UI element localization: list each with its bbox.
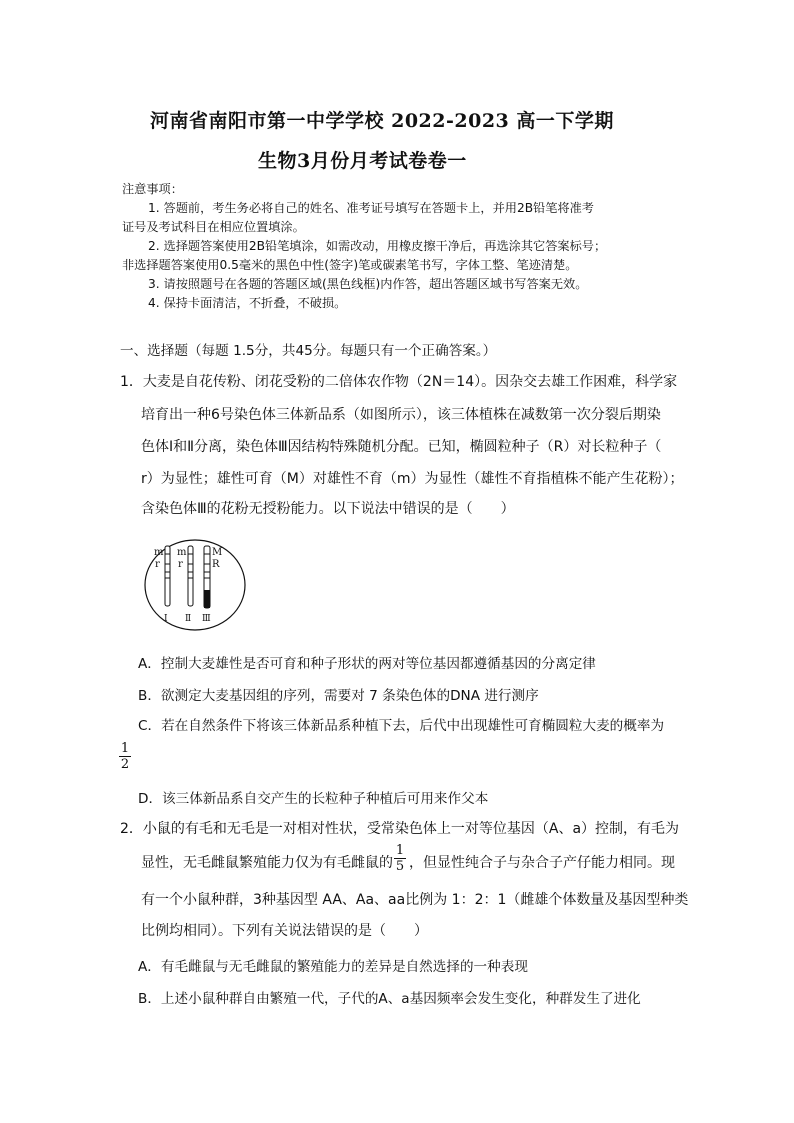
question-2-line: 比例均相同）。下列有关说法错误的是（ ） [141,923,428,939]
fraction-denominator: 5 [395,859,405,874]
roman-label: Ⅰ [164,614,168,624]
notice-line: 2. 选择题答案使用2B铅笔填涂，如需改动，用橡皮擦干净后，再选涂其它答案标号； [148,239,607,253]
question-1-line: 色体Ⅰ和Ⅱ分离，染色体Ⅲ因结构特殊随机分配。已知，椭圆粒种子（R）对长粒种子（ [141,439,662,455]
fraction-numerator: 1 [120,741,130,756]
page-title-line1: 河南省南阳市第一中学学校 2022-2023 高一下学期 [150,110,614,132]
notice-line: 证号及考试科目在相应位置填涂。 [122,220,305,234]
notice-line: 3. 请按照题号在各题的答题区域(黑色线框)内作答，超出答题区域书写答案无效。 [148,277,588,291]
fraction-numerator: 1 [395,843,405,858]
question-1-line: 1．大麦是自花传粉、闭花受粉的二倍体农作物（2N＝14）。因杂交去雄工作困难，科学家 [120,374,678,390]
notice-line: 4. 保持卡面清洁，不折叠，不破损。 [148,296,347,310]
question-1-line: 培育出一种6号染色体三体新品系（如图所示），该三体植株在减数第一次分裂后期染 [141,407,661,423]
notice-line: 非选择题答案使用0.5毫米的黑色中性(签字)笔或碳素笔书写，字体工整、笔迹清楚。 [122,258,578,272]
chromosome-figure [140,534,250,634]
chromosome-1 [165,546,170,606]
option-b: B．欲测定大麦基因组的序列，需要对 7 条染色体的DNA 进行测序 [138,688,539,704]
chromosome-3 [204,546,210,608]
gene-label: m [154,547,164,558]
option-d: D．该三体新品系自交产生的长粒种子种植后可用来作父本 [138,791,489,807]
gene-label: R [212,559,220,570]
option-a: A．有毛雌鼠与无毛雌鼠的繁殖能力的差异是自然选择的一种表现 [138,959,528,975]
gene-label: r [178,559,183,570]
question-2-line: 显性，无毛雌鼠繁殖能力仅为有毛雌鼠的 [141,855,393,871]
fraction [118,741,132,772]
gene-label: M [212,547,223,558]
section-heading: 一、选择题（每题 1.5分，共45分。每题只有一个正确答案。） [120,343,497,359]
question-2-line: 2．小鼠的有毛和无毛是一对相对性状，受常染色体上一对等位基因（A、a）控制，有毛为 [120,821,680,837]
page-title-line2: 生物3月份月考试卷卷一 [258,150,467,172]
option-b: B．上述小鼠种群自由繁殖一代，子代的A、a基因频率会发生变化，种群发生了进化 [138,991,641,1007]
question-1-line: 含染色体Ⅲ的花粉无授粉能力。以下说法中错误的是（ ） [141,501,515,517]
gene-label: m [177,547,187,558]
question-2-line: 有一个小鼠种群，3种基因型 AA、Aa、aa比例为 1：2：1（雌雄个体数量及基因型种类 [141,892,689,908]
option-c: C．若在自然条件下将该三体新品系种植下去，后代中出现雄性可育椭圆粒大麦的概率为 [138,718,665,734]
fraction-denominator: 2 [120,757,130,772]
notice-line: 1. 答题前，考生务必将自己的姓名、准考证号填写在答题卡上，并用2B铅笔将准考 [148,201,594,215]
roman-label: Ⅲ [202,614,211,624]
notice-heading: 注意事项： [122,182,183,196]
fraction [393,843,407,874]
question-2-line: ，但显性纯合子与杂合子产仔能力相同。现 [409,855,675,871]
gene-label: r [155,559,160,570]
option-a: A．控制大麦雄性是否可育和种子形状的两对等位基因都遵循基因的分离定律 [138,656,596,672]
roman-label: Ⅱ [185,614,192,624]
chromosome-2 [188,546,193,606]
question-1-line: r）为显性；雄性可育（M）对雄性不育（m）为显性（雄性不育指植株不能产生花粉）； [141,471,684,487]
